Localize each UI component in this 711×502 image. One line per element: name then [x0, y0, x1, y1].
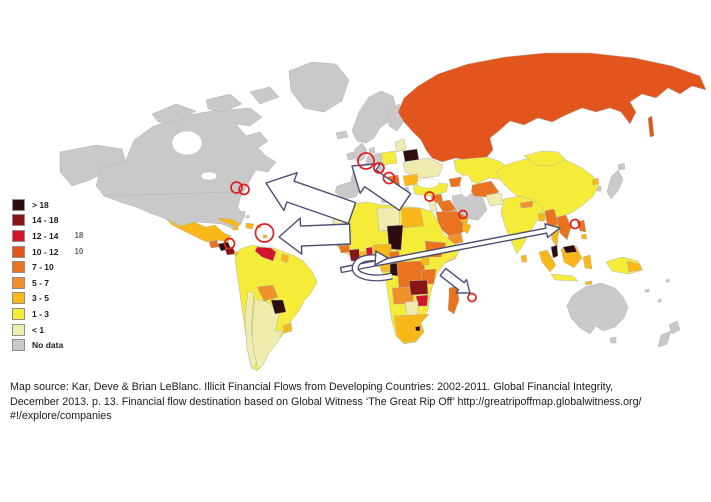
country-java	[551, 274, 578, 281]
country-japan	[607, 163, 625, 199]
country-iceland	[336, 131, 348, 139]
legend-swatch	[12, 199, 25, 211]
country-australia	[567, 283, 628, 334]
country-egypt	[401, 208, 424, 228]
country-bangladesh	[538, 213, 545, 221]
countries-colored	[166, 53, 706, 371]
legend-label: 14 - 18	[32, 215, 59, 226]
country-poland	[381, 151, 397, 165]
caption	[10, 380, 708, 424]
legend-swatch	[12, 214, 25, 226]
country-tasmania	[610, 337, 616, 343]
legend-label: 5 - 7	[32, 277, 50, 288]
arrow-to-us	[266, 173, 356, 224]
legend-item	[12, 306, 83, 322]
legend-label: 7 - 10	[32, 262, 54, 273]
country-baltics	[395, 139, 406, 152]
legend-item	[12, 213, 83, 229]
legend-ghost-label: 10	[74, 247, 84, 257]
legend	[12, 197, 83, 353]
black-sea	[417, 178, 439, 188]
legend-swatch	[12, 230, 25, 242]
legend-swatch	[12, 246, 25, 258]
caption-line: December 2013. p. 13. Financial flow destination based on Global Witness ‘The Great Rip Off’ http://greatripoffmap.globalwitness.org/	[10, 395, 642, 408]
country-denmark	[369, 147, 375, 154]
country-romania	[403, 174, 419, 186]
legend-label: > 18	[32, 199, 49, 210]
country-canada-usa	[96, 108, 276, 229]
country-timor	[585, 281, 592, 285]
country-new-zealand	[658, 321, 680, 347]
country-uganda	[421, 257, 429, 265]
islands-philippines-south	[581, 234, 587, 239]
legend-item	[12, 197, 83, 213]
legend-swatch	[12, 308, 25, 320]
circle-caribbean	[256, 224, 274, 242]
legend-swatch	[12, 324, 25, 336]
country-malaysia	[551, 245, 558, 258]
legend-item	[12, 275, 83, 291]
circle-mauritius	[468, 294, 476, 302]
country-zambia	[409, 280, 428, 295]
legend-item	[12, 337, 83, 353]
hudson-bay	[172, 131, 202, 155]
legend-swatch	[12, 261, 25, 273]
caspian-sea	[460, 175, 472, 197]
legend-ghost-label: 18	[74, 231, 84, 241]
legend-swatch	[12, 277, 25, 289]
legend-swatch	[12, 339, 25, 351]
country-sri-lanka	[521, 255, 527, 262]
caption-line: #!/explore/companies	[10, 410, 112, 423]
legend-item	[12, 291, 83, 307]
legend-label: < 1	[32, 324, 45, 335]
country-sulawesi	[583, 255, 592, 269]
legend-label: No data	[32, 340, 64, 351]
country-ireland	[347, 152, 354, 160]
caption-line: Map source: Kar, Deve & Brian LeBlanc. Illicit Financial Flows from Developing Countries: 2002-2011. Global Financial Integrity,	[10, 381, 614, 393]
country-greenland	[289, 62, 349, 112]
legend-label: 10 - 12	[32, 246, 59, 257]
country-lesotho	[415, 326, 420, 331]
country-russia	[398, 53, 706, 162]
country-afghanistan	[486, 193, 504, 206]
legend-item	[12, 228, 83, 244]
legend-swatch	[12, 292, 25, 304]
legend-item	[12, 259, 83, 275]
legend-item	[12, 322, 83, 338]
great-lakes	[201, 172, 217, 180]
legend-label: 12 - 14	[32, 230, 59, 241]
legend-item	[12, 244, 83, 260]
legend-label: 1 - 3	[32, 308, 50, 319]
legend-label: 3 - 5	[32, 293, 50, 304]
country-sakhalin	[648, 116, 654, 137]
